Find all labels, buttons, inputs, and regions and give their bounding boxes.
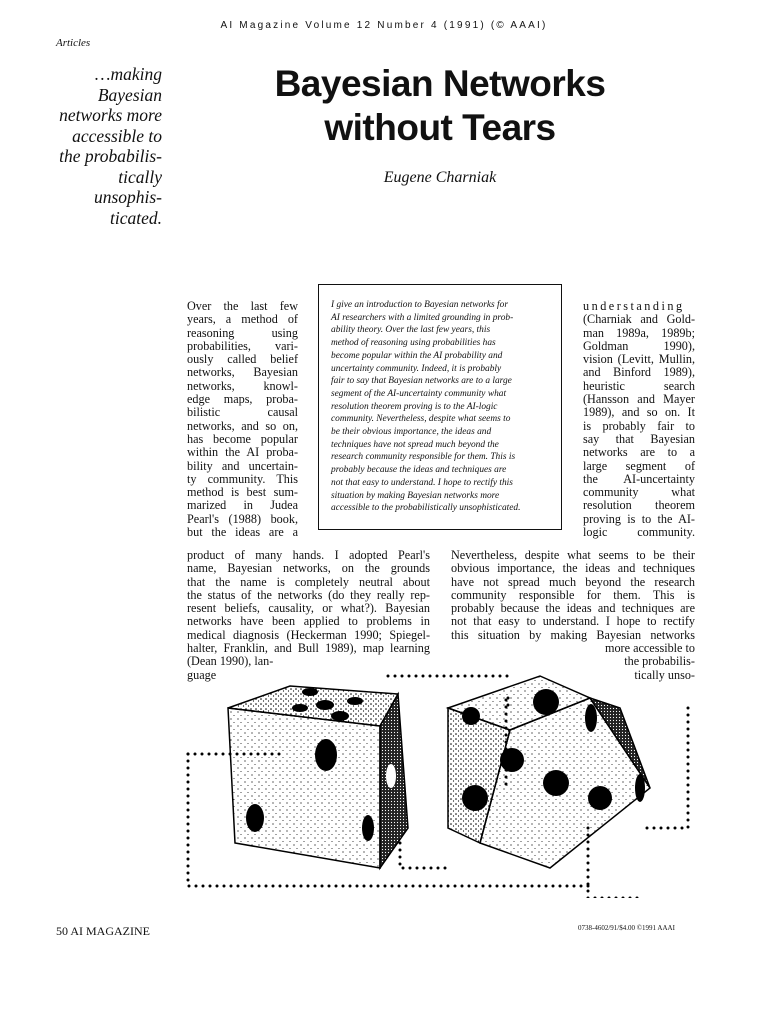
pull-quote	[40, 64, 162, 228]
body-line: method is best sum-	[187, 485, 298, 500]
body-line: understanding	[583, 299, 685, 313]
body-line: say that Bayesian	[583, 431, 695, 446]
body-line: (Charniak and Gold-	[583, 312, 695, 327]
body-line: community what	[583, 485, 695, 500]
body-line: have not spread much beyond the research	[451, 574, 695, 589]
abstract-line: ability theory. Over the last few years, this	[331, 325, 491, 336]
body-line: medical diagnosis (Heckerman 1990; Spiegel-	[187, 627, 430, 642]
pull-quote-line: ticated.	[110, 207, 162, 228]
body-line: networks, and so on,	[187, 418, 298, 433]
body-wide-left	[187, 549, 430, 682]
body-line: (Dean 1990), lan-	[187, 654, 274, 669]
pull-quote-line: Bayesian	[97, 84, 162, 105]
body-column-right	[583, 300, 695, 539]
footer-page-label: 50 AI MAGAZINE	[56, 924, 150, 938]
pull-quote-line: the probabilis-	[59, 146, 162, 166]
body-line: heuristic search	[583, 378, 695, 393]
abstract-line: situation by making Bayesian networks more	[331, 490, 500, 501]
abstract-line: not that easy to understand. I hope to rectify this	[331, 477, 513, 488]
body-line: not that easy to understand. I hope to rectify	[451, 614, 695, 629]
dice-illustration	[180, 668, 700, 898]
body-line: networks have been applied to problems in	[187, 614, 430, 629]
body-line: and Binford 1989),	[583, 365, 695, 380]
abstract-box	[318, 284, 562, 530]
footer-copyright: 0738-4602/91/$4.00 ©1991 AAAI	[578, 924, 675, 932]
body-line: guage	[187, 667, 217, 682]
body-line: Goldman 1990),	[583, 338, 695, 353]
body-wide-right	[451, 549, 695, 682]
body-line: networks, Bayesian	[187, 365, 298, 380]
abstract-line: become popular within the AI probability and	[331, 350, 503, 361]
abstract-line: segment of the AI-uncertainty community what	[331, 388, 507, 399]
abstract-line: be their obvious importance, the ideas and	[331, 427, 492, 438]
body-line: has become popular	[187, 431, 298, 446]
abstract-line: fair to say that Bayesian networks are to a large	[331, 376, 512, 387]
pull-quote-line: tically	[118, 166, 162, 187]
body-line: is probably fair to	[583, 418, 695, 433]
abstract-line: uncertainty community. Indeed, it is probably	[331, 363, 502, 374]
body-line: bilistic causal	[187, 405, 298, 420]
pull-quote-line: …making	[94, 64, 162, 84]
body-line: name, Bayesian networks, on the grounds	[187, 561, 430, 576]
body-line: marized in Judea	[187, 498, 298, 513]
body-line: logic community.	[583, 525, 695, 540]
body-line: the status of the networks (do they really rep-	[187, 587, 430, 602]
body-line: resent beliefs, causality, or what?). Bayesian	[187, 601, 430, 616]
body-line: but the ideas are a	[187, 525, 298, 540]
section-label: Articles	[56, 37, 91, 49]
body-line: this situation by making Bayesian networks	[451, 627, 695, 642]
abstract-line: techniques have not spread much beyond the	[331, 439, 499, 450]
body-line: product of many hands. I adopted Pearl's	[187, 548, 430, 562]
abstract-line: probably because the ideas and techniques are	[331, 465, 507, 476]
body-line: large segment of	[583, 458, 695, 473]
abstract-line: AI researchers with a limited grounding in prob-	[331, 312, 514, 323]
author-name: Eugene Charniak	[383, 169, 497, 186]
journal-header: AI Magazine Volume 12 Number 4 (1991) (© AAAI)	[220, 20, 548, 31]
body-line: (Hansson and Mayer	[583, 392, 695, 407]
abstract-line: accessible to the probabilistically unsophisticated.	[331, 503, 521, 514]
pull-quote-line: accessible to	[72, 125, 162, 146]
title-line: without Tears	[324, 107, 556, 148]
body-line: tically unso-	[634, 667, 695, 682]
body-line: probabilities, vari-	[187, 338, 298, 353]
body-line: more accessible to	[604, 641, 695, 656]
body-line: reasoning using	[187, 325, 298, 340]
abstract-line: resolution theorem proving is to the AI-logic	[331, 401, 498, 412]
body-column-left	[187, 300, 298, 539]
body-line: Pearl's (1988) book,	[187, 511, 298, 526]
body-line: edge maps, proba-	[187, 392, 298, 407]
abstract-line: research community responsible for them. This is	[331, 452, 516, 463]
body-line: 1989), and so on. It	[583, 405, 695, 420]
body-line: networks are to a	[583, 445, 695, 460]
body-line: Nevertheless, despite what seems to be their	[451, 548, 695, 562]
body-line: networks, knowl-	[187, 378, 298, 393]
body-line: obvious importance, the ideas and techniques	[451, 561, 695, 576]
body-line: halter, Franklin, and Bull 1989), map learning	[187, 641, 430, 656]
abstract-line: I give an introduction to Bayesian networks for	[331, 300, 508, 310]
body-line: that the name is completely neutral about	[187, 574, 430, 589]
body-line: community responsible for them. This is	[451, 587, 695, 602]
left-die	[228, 686, 408, 868]
pull-quote-line: unsophis-	[93, 187, 162, 207]
body-line: man 1989a, 1989b;	[583, 325, 695, 340]
body-line: years, a method of	[187, 312, 298, 327]
body-line: bility and uncertain-	[187, 458, 298, 473]
right-die	[448, 676, 650, 868]
abstract-line: community. Nevertheless, despite what seems to	[331, 414, 511, 425]
article-title	[200, 62, 680, 150]
abstract-line: method of reasoning using probabilities has	[331, 338, 496, 349]
body-line: within the AI proba-	[187, 445, 298, 460]
body-line: vision (Levitt, Mullin,	[583, 352, 695, 367]
body-line: proving is to the AI-	[583, 511, 695, 526]
body-line: resolution theorem	[583, 498, 695, 513]
body-line: Over the last few	[187, 299, 298, 313]
body-line: probably because the ideas and techniques are	[451, 601, 695, 616]
body-line: ty community. This	[187, 471, 298, 486]
body-line: the AI-uncertainty	[583, 471, 695, 486]
pull-quote-line: networks more	[59, 105, 162, 125]
title-line: Bayesian Networks	[274, 63, 606, 104]
body-line: the probabilis-	[624, 654, 695, 669]
body-line: ously called belief	[187, 352, 298, 367]
